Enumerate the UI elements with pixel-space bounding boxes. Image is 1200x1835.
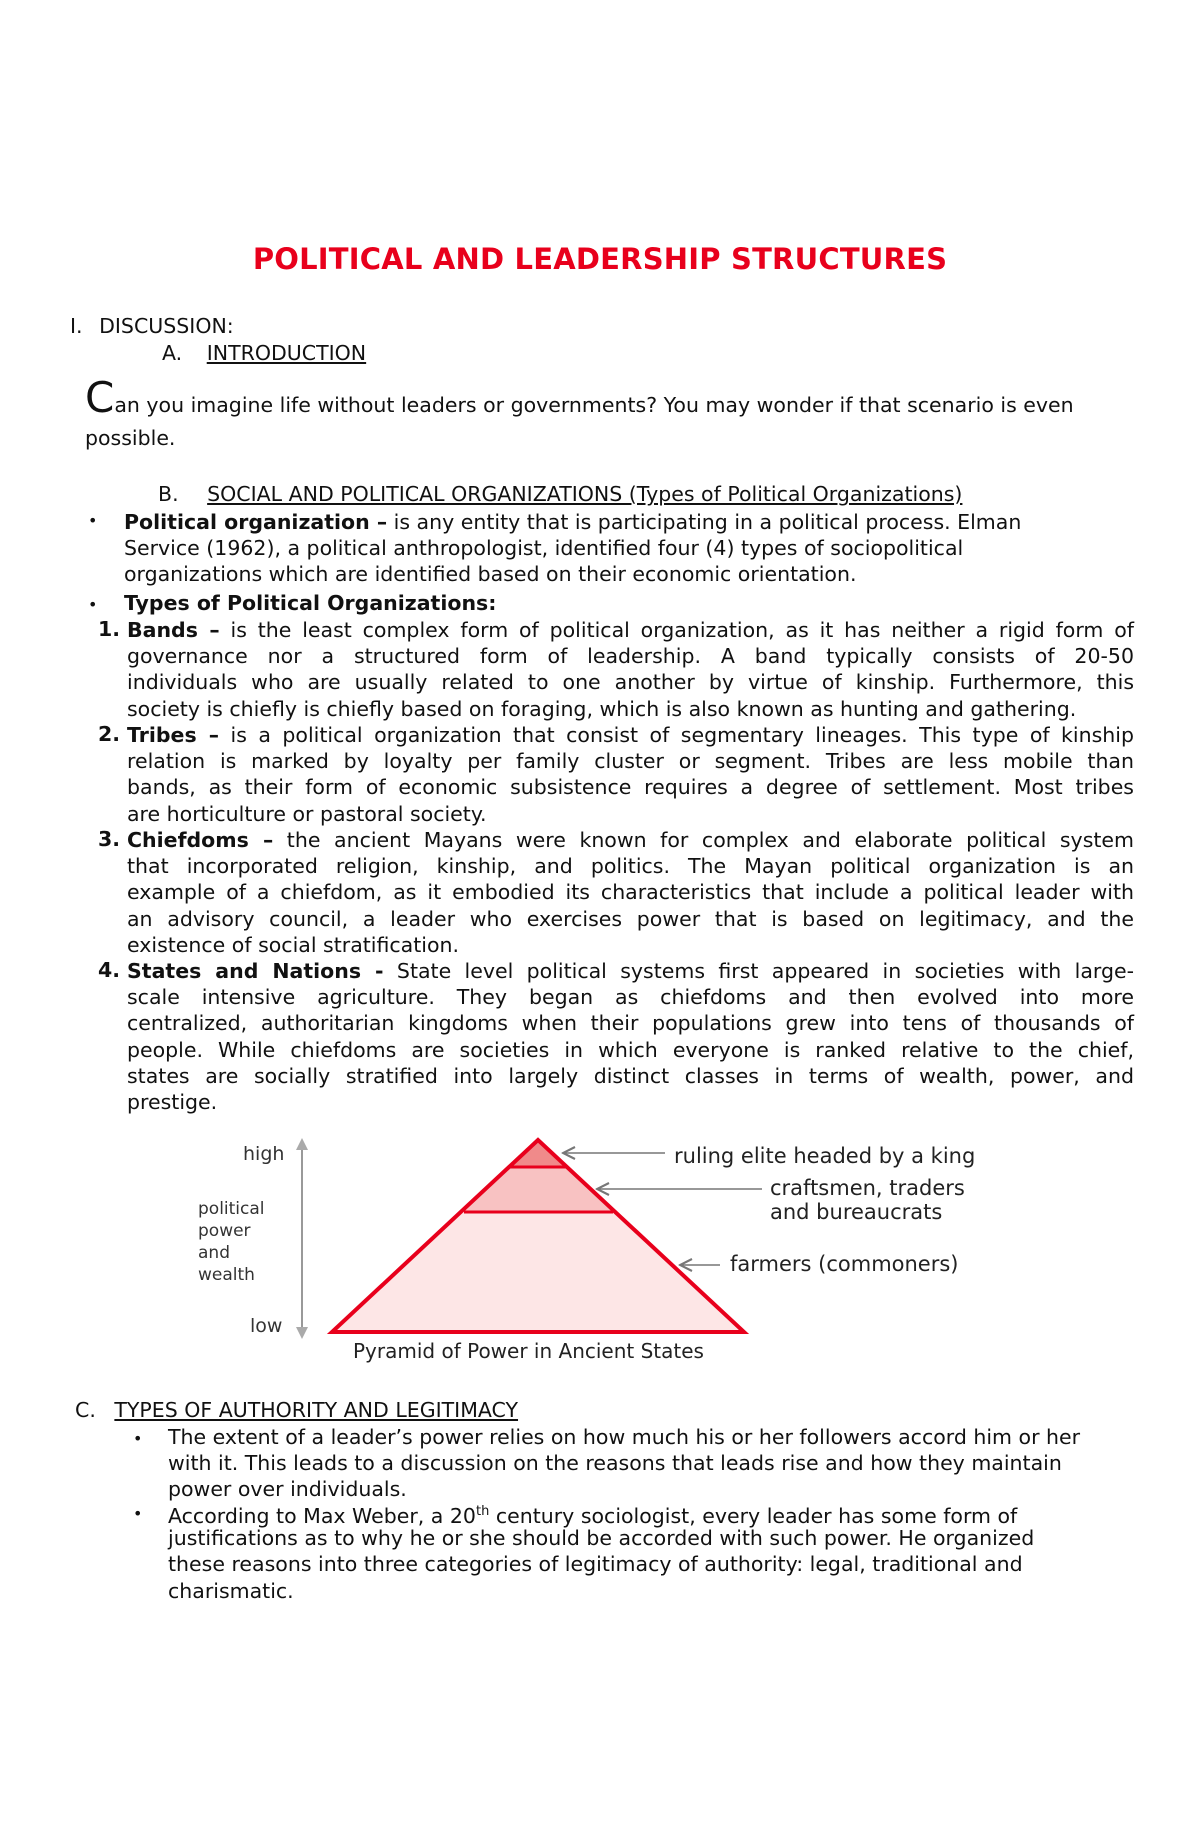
authority-line: with it. This leads to a discussion on the reasons that leads rise and how they maintain xyxy=(168,1451,1062,1476)
section-c-letter: C. xyxy=(75,1398,96,1422)
type-term: Bands – xyxy=(127,618,220,642)
type-number: 1. xyxy=(98,617,121,641)
section-a-letter: A. xyxy=(162,341,183,365)
type-line: individuals who are usually related to one another by virtue of kinship. Furthermore, this xyxy=(127,670,1134,695)
type-line: governance nor a structured form of leadership. A band typically consists of 20-50 xyxy=(127,644,1134,669)
bullet-dot: • xyxy=(133,1429,143,1448)
type-number: 3. xyxy=(98,827,121,851)
authority-bullet-2 xyxy=(168,1499,1148,1604)
tier-middle-label-line: and bureaucrats xyxy=(770,1200,943,1224)
axis-arrow-down-icon xyxy=(296,1327,308,1339)
type-tribes xyxy=(127,722,1134,827)
type-term: Chiefdoms – xyxy=(127,828,274,852)
pyramid-diagram xyxy=(180,1130,1020,1370)
page-title: POLITICAL AND LEADERSHIP STRUCTURES xyxy=(252,242,948,276)
axis-arrow-up-icon xyxy=(296,1138,308,1150)
section-i-heading xyxy=(70,313,234,339)
type-line: an advisory council, a leader who exercises power that is based on legitimacy, and the xyxy=(127,906,1134,931)
section-i-label: DISCUSSION: xyxy=(99,314,234,338)
political-organization-paragraph xyxy=(124,509,1134,588)
weber-text-pre: According to Max Weber, a 20 xyxy=(168,1503,476,1528)
axis-high-label: high xyxy=(243,1143,285,1165)
type-line: bands, as their form of economic subsistence requires a degree of settlement. Most tribes xyxy=(127,775,1134,800)
type-line: is the least complex form of political organization, as it has neither a rigid form of xyxy=(219,618,1134,642)
political-organization-line-2: Service (1962), a political anthropologist, identified four (4) types of sociopolitical xyxy=(124,536,964,561)
authority-line: power over individuals. xyxy=(168,1477,407,1502)
authority-bullet-1 xyxy=(168,1424,1148,1503)
section-b-letter: B. xyxy=(158,482,179,506)
type-states xyxy=(127,958,1134,1115)
axis-low-label: low xyxy=(250,1315,283,1337)
bullet-dot: • xyxy=(88,595,98,614)
type-line: prestige. xyxy=(127,1089,218,1114)
section-a-title: INTRODUCTION xyxy=(206,341,367,365)
weber-text-post: century sociologist, every leader has some form of xyxy=(489,1503,1018,1528)
section-a-heading xyxy=(162,340,366,366)
axis-label-line: and xyxy=(198,1243,230,1263)
type-line: people. While chiefdoms are societies in which everyone is ranked relative to the chief, xyxy=(127,1037,1134,1062)
type-line: scale intensive agriculture. They began as chiefdoms and then evolved into more xyxy=(127,985,1134,1010)
authority-line: these reasons into three categories of legitimacy of authority: legal, traditional and xyxy=(168,1552,1023,1577)
weber-superscript: th xyxy=(475,1504,490,1519)
bullet-dot: • xyxy=(88,511,98,530)
political-organization-line-1: is any entity that is participating in a political process. Elman xyxy=(387,510,1022,534)
type-line: society is chiefly is chiefly based on foraging, which is also known as hunting and gathering. xyxy=(127,696,1077,721)
intro-line-1: an you imagine life without leaders or governments? You may wonder if that scenario is even xyxy=(114,393,1074,417)
authority-line: charismatic. xyxy=(168,1578,294,1603)
authority-line: justifications as to why he or she should be accorded with such power. He organized xyxy=(168,1526,1035,1551)
type-term: Tribes – xyxy=(127,723,220,747)
political-organization-term: Political organization – xyxy=(124,510,388,534)
pyramid-tier-top xyxy=(510,1140,567,1167)
type-chiefdoms xyxy=(127,827,1134,958)
political-organization-line-3: organizations which are identified based on their economic orientation. xyxy=(124,562,857,587)
pyramid-caption: Pyramid of Power in Ancient States xyxy=(353,1339,704,1363)
section-i-number: I. xyxy=(70,314,83,338)
type-line: State level political systems first appeared in societies with large- xyxy=(383,959,1134,983)
types-heading: Types of Political Organizations: xyxy=(124,591,497,615)
axis-label-line: wealth xyxy=(198,1265,255,1285)
type-number: 2. xyxy=(98,722,121,746)
tier-base-label: farmers (commoners) xyxy=(730,1252,959,1276)
type-line: is a political organization that consist of segmentary lineages. This type of kinship xyxy=(219,723,1135,747)
section-b-heading xyxy=(158,481,962,507)
type-line: are horticulture or pastoral society. xyxy=(127,801,487,826)
axis-label-line: political xyxy=(198,1199,265,1219)
intro-line-2: possible. xyxy=(85,426,176,450)
section-c-title: TYPES OF AUTHORITY AND LEGITIMACY xyxy=(114,1398,519,1422)
type-line: centralized, authoritarian kingdoms when their populations grew into tens of thousands of xyxy=(127,1011,1134,1036)
type-bands xyxy=(127,617,1134,722)
section-c-heading xyxy=(75,1397,518,1423)
type-line: that incorporated religion, kinship, and politics. The Mayan political organization is an xyxy=(127,854,1134,879)
type-line: states are socially stratified into largely distinct classes in terms of wealth, power, and xyxy=(127,1063,1134,1088)
type-term: States and Nations - xyxy=(127,959,384,983)
type-line: relation is marked by loyalty per family cluster or segment. Tribes are less mobile than xyxy=(127,749,1134,774)
tier-middle-label-line: craftsmen, traders xyxy=(770,1176,965,1200)
section-b-title: SOCIAL AND POLITICAL ORGANIZATIONS (Types of Political Organizations) xyxy=(207,482,963,506)
axis-label-line: power xyxy=(198,1221,251,1241)
type-line: the ancient Mayans were known for complex and elaborate political system xyxy=(273,828,1134,852)
bullet-dot: • xyxy=(133,1504,143,1523)
tier-top-label: ruling elite headed by a king xyxy=(674,1144,976,1168)
authority-line: The extent of a leader’s power relies on how much his or her followers accord him or her xyxy=(168,1425,1081,1449)
type-number: 4. xyxy=(98,958,121,982)
intro-paragraph xyxy=(85,373,1135,451)
intro-dropcap: C xyxy=(85,373,115,422)
type-line: example of a chiefdom, as it embodied its characteristics that include a political leader with xyxy=(127,880,1134,905)
type-line: existence of social stratification. xyxy=(127,932,460,957)
